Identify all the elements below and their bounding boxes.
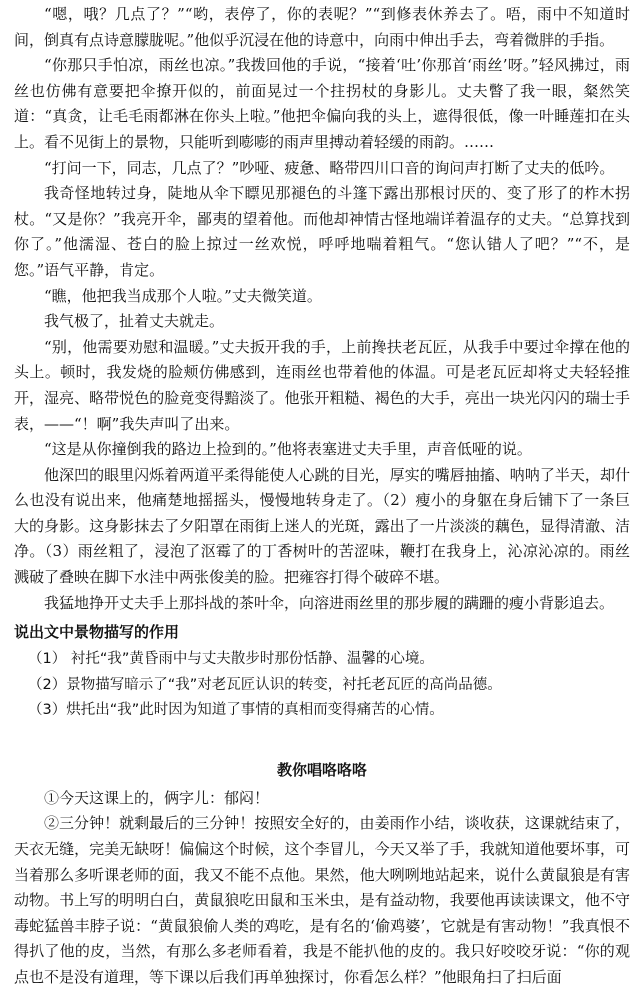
story-paragraph: 我气极了，扯着丈夫就走。 xyxy=(44,312,225,331)
story-paragraph: 他深凹的眼里闪烁着两道平柔得能使人心跳的目光，厚实的嘴唇抽搐、呐呐了半天，却什么也没有说出来，他痛楚地摇摇头，慢慢地转身走了。（2）瘦小的身躯在身后铺下了一条巨大的身影。这身影抹去了夕阳罩在雨街上迷人的光斑，露出了一片淡淡的藕色，显得清澈、洁净。（3）雨丝粗了，浸泡了沤霉了的丁香树叶的苦涩味，鞭打在我身上，沁凉沁凉的。雨丝溅破了叠映在脚下水洼中两张俊美的脸。把雍容打得个破碎不堪。 xyxy=(14,465,630,587)
story-paragraph: “你那只手怕凉，雨丝也凉。”我拨回他的手说，“接着‘吐’你那首‘雨丝’呀。”轻风拂过，雨丝也仿佛有意要把伞撩开似的，前面晃过一个拄拐杖的身影儿。丈夫瞥了我一眼，粲然笑道：“真贪，让毛毛雨都淋在你头上啦。”他把伞偏向我的头上，遮得很低，像一叶睡莲扣在头上。看不见街上的景物，只能听到嘭嘭的雨声里搏动着轻缓的雨韵。…… xyxy=(14,56,630,151)
story-section xyxy=(14,2,630,616)
story-paragraph: 我奇怪地转过身，陡地从伞下瞟见那褪色的斗篷下露出那根讨厌的、变了形了的柞木拐杖。“又是你？”我亮开伞，鄙夷的望着他。而他却神情古怪地端详着温存的丈夫。“总算找到你了。”他濡湿、苍白的脸上掠过一丝欢悦，呼呼地喘着粗气。“您认错人了吧？”“不，是您。”语气平静，肯定。 xyxy=(14,184,630,279)
question-title: 说出文中景物描写的作用 xyxy=(14,623,180,642)
story-paragraph: 我猛地挣开丈夫手上那抖战的茶叶伞，向溶进雨丝里的那步履的蹒跚的瘦小背影追去。 xyxy=(44,593,615,612)
story-paragraph: “这是从你撞倒我的路边上捡到的。”他将表塞进丈夫手里，声音低哑的说。 xyxy=(44,440,532,459)
story-paragraph: “嗯，哦？几点了？”“哟，表停了，你的表呢？”“到修表休养去了。唔，雨中不知道时间，倒真有点诗意朦胧呢。”他似乎沉浸在他的诗意中，向雨中伸出手去，弯着微胖的手指。 xyxy=(14,5,630,49)
article-title: 教你唱咯咯咯 xyxy=(276,760,367,779)
article-paragraph: ②三分钟！就剩最后的三分钟！按照安全好的，由姜雨作小结，谈收获，这课就结束了，天衣无缝，完美无缺呀！偏偏这个时候，这个李冒儿，今天又举了手，我就知道他要坏事，可当着那么多听课老师的面，我又不能不点他。果然，他大咧咧地站起来，说什么黄鼠狼是有害动物。书上写的明明白白，黄鼠狼吃田鼠和玉米虫，是有益动物，我要他再读读课文，他不守毒蛇猛兽丰脖子说：“黄鼠狼偷人类的鸡吃，是有名的‘偷鸡婆’，它就是有害动物！”我真恨不得扒了他的皮，当然，有那么多老师看着，我是不能扒他的皮的。我只好咬咬牙说：“你的观点也不是没有道理，等下课以后我们再单独探讨，你看怎么样？”他眼角扫了扫后面 xyxy=(14,814,630,986)
question-section xyxy=(14,620,630,724)
second-article xyxy=(14,758,630,991)
story-paragraph: “别，他需要劝慰和温暖。”丈夫扳开我的手，上前搀扶老瓦匠，从我手中要过伞撑在他的头上。顿时，我发烧的脸颊仿佛感到，连雨丝也带着他的体温。可是老瓦匠却将丈夫轻轻推开，湿亮、略带悦色的脸竟变得黯淡了。他张开粗糙、褐色的大手，亮出一块光闪闪的瑞士手表，——“！啊”我失声叫了出来。 xyxy=(14,337,630,433)
answer-item: （3）烘托出“我”此时因为知道了事情的真相而变得痛苦的心情。 xyxy=(28,702,444,719)
story-paragraph: “打问一下，同志，几点了？”吵哑、疲惫、略带四川口音的询问声打断了丈夫的低吟。 xyxy=(44,158,615,177)
answer-item: （1） 衬托“我”黄昏雨中与丈夫散步时那份恬静、温馨的心境。 xyxy=(28,651,434,668)
answer-item: （2）景物描写暗示了“我”对老瓦匠认识的转变，衬托老瓦匠的高尚品德。 xyxy=(28,676,502,693)
article-paragraph: ①今天这课上的，俩字儿：郁闷！ xyxy=(44,788,270,807)
story-paragraph: “瞧，他把我当成那个人啦。”丈夫微笑道。 xyxy=(44,286,322,305)
